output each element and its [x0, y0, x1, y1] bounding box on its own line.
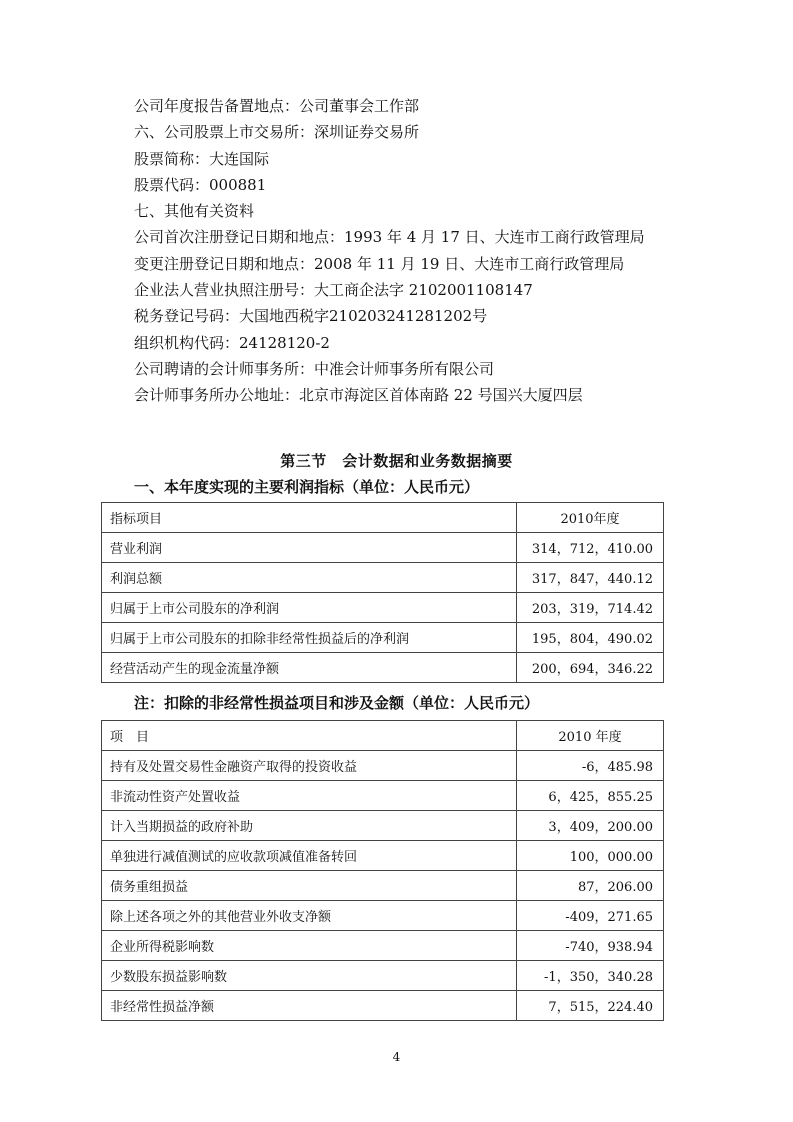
table-row	[102, 533, 664, 563]
profit-indicators-table	[101, 502, 664, 683]
section-title: 第三节 会计数据和业务数据摘要	[280, 452, 513, 470]
table-row	[102, 901, 664, 931]
col-header-item: 项 目	[102, 721, 517, 751]
table-row	[102, 653, 664, 683]
row-item: 归属于上市公司股东的净利润	[102, 593, 517, 623]
row-item: 归属于上市公司股东的扣除非经常性损益后的净利润	[102, 623, 517, 653]
info-line-report-location: 公司年度报告备置地点：公司董事会工作部	[134, 97, 420, 115]
table-row	[102, 811, 664, 841]
table-row	[102, 593, 664, 623]
row-value: 195，804，490.02	[517, 623, 664, 653]
table-row	[102, 781, 664, 811]
nonrecurring-table-heading: 注：扣除的非经常性损益项目和涉及金额（单位：人民币元）	[134, 694, 540, 712]
row-value: -6，485.98	[517, 751, 664, 781]
nonrecurring-items-table	[101, 720, 664, 1021]
row-item: 企业所得税影响数	[102, 931, 517, 961]
info-line-business-license: 企业法人营业执照注册号：大工商企法字 2102001108147	[134, 281, 533, 300]
row-item: 利润总额	[102, 563, 517, 593]
table-row	[102, 991, 664, 1021]
info-line-organization-code: 组织机构代码：24128120-2	[134, 333, 330, 352]
table-row	[102, 841, 664, 871]
row-item: 计入当期损益的政府补助	[102, 811, 517, 841]
row-value: -740，938.94	[517, 931, 664, 961]
table-header-row	[102, 503, 664, 533]
company-info-list	[134, 93, 734, 409]
info-line-accounting-firm-address: 会计师事务所办公地址：北京市海淀区首体南路 22 号国兴大厦四层	[134, 386, 583, 405]
row-value: 203，319，714.42	[517, 593, 664, 623]
row-item: 除上述各项之外的其他营业外收支净额	[102, 901, 517, 931]
row-item: 非经常性损益净额	[102, 991, 517, 1021]
table-row	[102, 623, 664, 653]
info-line-other-info-heading: 七、其他有关资料	[134, 202, 255, 221]
info-line-change-registration: 变更注册登记日期和地点：2008 年 11 月 19 日、大连市工商行政管理局	[134, 254, 625, 273]
row-value: 3，409，200.00	[517, 811, 664, 841]
table-row	[102, 931, 664, 961]
info-line-tax-registration: 税务登记号码：大国地西税字210203241281202号	[134, 307, 488, 326]
row-value: 317，847，440.12	[517, 563, 664, 593]
row-value: -1，350，340.28	[517, 961, 664, 991]
row-item: 单独进行减值测试的应收款项减值准备转回	[102, 841, 517, 871]
table-header-row	[102, 721, 664, 751]
info-line-accounting-firm: 公司聘请的会计师事务所：中准会计师事务所有限公司	[134, 359, 495, 378]
row-value: 200，694，346.22	[517, 653, 664, 683]
info-line-stock-exchange: 六、公司股票上市交易所：深圳证券交易所	[134, 123, 420, 142]
info-line-stock-name: 股票简称：大连国际	[134, 149, 270, 168]
row-value: 6，425，855.25	[517, 781, 664, 811]
info-line-stock-code: 股票代码：000881	[134, 175, 267, 194]
row-item: 债务重组损益	[102, 871, 517, 901]
row-item: 非流动性资产处置收益	[102, 781, 517, 811]
row-item: 持有及处置交易性金融资产取得的投资收益	[102, 751, 517, 781]
table-row	[102, 751, 664, 781]
table-row	[102, 871, 664, 901]
row-item: 经营活动产生的现金流量净额	[102, 653, 517, 683]
col-header-year: 2010年度	[517, 503, 664, 533]
col-header-item: 指标项目	[102, 503, 517, 533]
row-item: 营业利润	[102, 533, 517, 563]
info-line-first-registration: 公司首次注册登记日期和地点：1993 年 4 月 17 日、大连市工商行政管理局	[134, 228, 645, 247]
row-value: -409，271.65	[517, 901, 664, 931]
row-value: 7，515，224.40	[517, 991, 664, 1021]
row-value: 314，712，410.00	[517, 533, 664, 563]
profit-table-heading: 一、本年度实现的主要利润指标（单位：人民币元）	[134, 478, 480, 496]
row-item: 少数股东损益影响数	[102, 961, 517, 991]
table-row	[102, 961, 664, 991]
row-value: 100，000.00	[517, 841, 664, 871]
page-number: 4	[392, 1050, 401, 1064]
row-value: 87，206.00	[517, 871, 664, 901]
col-header-year: 2010 年度	[517, 721, 664, 751]
table-row	[102, 563, 664, 593]
